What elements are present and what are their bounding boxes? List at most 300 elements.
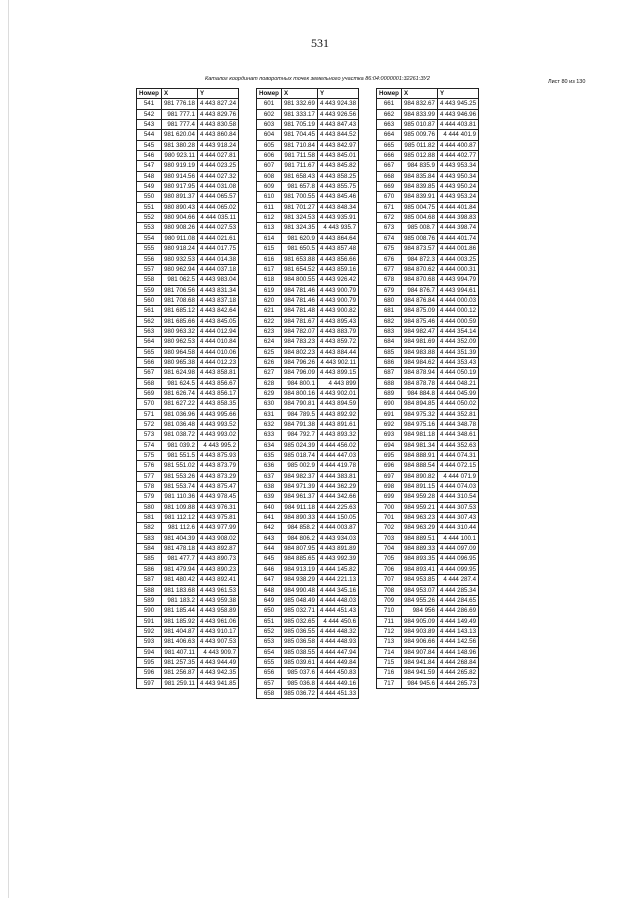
point-number-cell: 621 bbox=[257, 306, 282, 316]
x-coordinate-cell: 981 657.8 bbox=[281, 182, 317, 192]
y-coordinate-cell: 4 443 924.38 bbox=[317, 99, 358, 109]
y-coordinate-cell: 4 444 050.02 bbox=[437, 399, 478, 409]
y-coordinate-cell: 4 443 950.34 bbox=[437, 171, 478, 181]
x-coordinate-cell: 984 807.95 bbox=[281, 544, 317, 554]
y-coordinate-cell: 4 443 837.18 bbox=[197, 295, 238, 305]
table-row bbox=[377, 151, 479, 161]
table-row bbox=[377, 616, 479, 626]
x-coordinate-cell: 984 971.39 bbox=[281, 482, 317, 492]
point-number-cell: 631 bbox=[257, 409, 282, 419]
x-coordinate-cell: 984 890.82 bbox=[401, 471, 437, 481]
y-coordinate-cell: 4 444 017.75 bbox=[197, 244, 238, 254]
y-coordinate-cell: 4 443 864.64 bbox=[317, 233, 358, 243]
x-coordinate-cell: 984 878.78 bbox=[401, 378, 437, 388]
table-row bbox=[377, 451, 479, 461]
table-row bbox=[377, 182, 479, 192]
y-coordinate-cell: 4 443 893.32 bbox=[317, 430, 358, 440]
point-number-cell: 666 bbox=[377, 151, 402, 161]
table-row bbox=[257, 295, 359, 305]
x-coordinate-cell: 981 036.96 bbox=[161, 409, 197, 419]
y-coordinate-cell: 4 443 848.34 bbox=[317, 202, 358, 212]
table-row bbox=[137, 399, 239, 409]
x-coordinate-cell: 985 032.65 bbox=[281, 616, 317, 626]
y-coordinate-cell: 4 444 448.93 bbox=[317, 637, 358, 647]
table-row bbox=[257, 688, 359, 698]
x-coordinate-cell: 980 918.24 bbox=[161, 244, 197, 254]
point-number-cell: 637 bbox=[257, 471, 282, 481]
table-body bbox=[137, 99, 239, 689]
table-row bbox=[257, 492, 359, 502]
x-coordinate-cell: 981 324.35 bbox=[281, 223, 317, 233]
point-number-cell: 700 bbox=[377, 502, 402, 512]
table-row bbox=[137, 140, 239, 150]
table-row bbox=[377, 244, 479, 254]
point-number-cell: 642 bbox=[257, 523, 282, 533]
point-number-cell: 673 bbox=[377, 223, 402, 233]
point-number-cell: 575 bbox=[137, 451, 162, 461]
point-number-cell: 581 bbox=[137, 513, 162, 523]
x-coordinate-cell: 984 891.15 bbox=[401, 482, 437, 492]
y-coordinate-cell: 4 443 994.61 bbox=[437, 285, 478, 295]
y-coordinate-cell: 4 443 900.82 bbox=[317, 306, 358, 316]
y-coordinate-cell: 4 443 831.34 bbox=[197, 285, 238, 295]
y-coordinate-cell: 4 443 909.7 bbox=[197, 647, 238, 657]
point-number-cell: 688 bbox=[377, 378, 402, 388]
point-number-cell: 643 bbox=[257, 533, 282, 543]
x-coordinate-cell: 984 800.16 bbox=[281, 388, 317, 398]
x-coordinate-cell: 984 875.46 bbox=[401, 316, 437, 326]
x-coordinate-cell: 985 009.76 bbox=[401, 130, 437, 140]
x-coordinate-cell: 985 036.72 bbox=[281, 688, 317, 698]
point-number-cell: 625 bbox=[257, 347, 282, 357]
y-coordinate-cell: 4 444 348.61 bbox=[437, 430, 478, 440]
x-coordinate-cell: 985 008.7 bbox=[401, 223, 437, 233]
y-coordinate-cell: 4 444 000.59 bbox=[437, 316, 478, 326]
point-number-cell: 686 bbox=[377, 357, 402, 367]
point-number-cell: 596 bbox=[137, 668, 162, 678]
point-number-cell: 632 bbox=[257, 420, 282, 430]
point-number-cell: 648 bbox=[257, 585, 282, 595]
point-number-cell: 638 bbox=[257, 482, 282, 492]
table-row bbox=[377, 461, 479, 471]
table-row bbox=[137, 285, 239, 295]
y-coordinate-cell: 4 444 031.08 bbox=[197, 182, 238, 192]
table-row bbox=[137, 254, 239, 264]
table-row bbox=[377, 368, 479, 378]
table-row bbox=[377, 626, 479, 636]
x-coordinate-cell: 981 256.87 bbox=[161, 668, 197, 678]
x-coordinate-cell: 985 011.82 bbox=[401, 140, 437, 150]
y-coordinate-cell: 4 443 884.44 bbox=[317, 347, 358, 357]
point-number-cell: 651 bbox=[257, 616, 282, 626]
table-row bbox=[377, 533, 479, 543]
point-number-cell: 597 bbox=[137, 678, 162, 688]
y-coordinate-cell: 4 444 450.6 bbox=[317, 616, 358, 626]
point-number-cell: 545 bbox=[137, 140, 162, 150]
table-row bbox=[377, 316, 479, 326]
point-number-cell: 704 bbox=[377, 544, 402, 554]
table-row bbox=[377, 657, 479, 667]
table-row bbox=[257, 678, 359, 688]
table-row bbox=[377, 192, 479, 202]
table-row bbox=[257, 606, 359, 616]
y-coordinate-cell: 4 443 830.58 bbox=[197, 120, 238, 130]
x-coordinate-cell: 984 839.91 bbox=[401, 192, 437, 202]
x-coordinate-cell: 984 782.07 bbox=[281, 326, 317, 336]
y-coordinate-cell: 4 444 010.06 bbox=[197, 347, 238, 357]
table-row bbox=[257, 616, 359, 626]
point-number-cell: 591 bbox=[137, 616, 162, 626]
x-coordinate-cell: 984 839.85 bbox=[401, 182, 437, 192]
x-coordinate-cell: 984 796.09 bbox=[281, 368, 317, 378]
table-row bbox=[257, 647, 359, 657]
table-row bbox=[137, 523, 239, 533]
x-coordinate-cell: 980 962.53 bbox=[161, 337, 197, 347]
x-coordinate-cell: 981 701.27 bbox=[281, 202, 317, 212]
table-row bbox=[377, 544, 479, 554]
point-number-cell: 691 bbox=[377, 409, 402, 419]
table-row bbox=[377, 223, 479, 233]
table-row bbox=[377, 275, 479, 285]
table-row bbox=[377, 482, 479, 492]
y-coordinate-cell: 4 444 099.95 bbox=[437, 564, 478, 574]
y-coordinate-cell: 4 444 074.03 bbox=[437, 482, 478, 492]
table-row bbox=[137, 347, 239, 357]
table-row bbox=[257, 399, 359, 409]
table-row bbox=[137, 109, 239, 119]
x-coordinate-cell: 984 945.6 bbox=[401, 678, 437, 688]
point-number-cell: 569 bbox=[137, 388, 162, 398]
table-row bbox=[137, 502, 239, 512]
point-number-cell: 650 bbox=[257, 606, 282, 616]
point-number-cell: 629 bbox=[257, 388, 282, 398]
table-row bbox=[257, 347, 359, 357]
point-number-cell: 711 bbox=[377, 616, 402, 626]
table-row bbox=[137, 120, 239, 130]
x-coordinate-cell: 985 048.49 bbox=[281, 595, 317, 605]
y-coordinate-cell: 4 443 883.79 bbox=[317, 326, 358, 336]
point-number-cell: 619 bbox=[257, 285, 282, 295]
table-row bbox=[137, 182, 239, 192]
x-coordinate-cell: 981 620.04 bbox=[161, 130, 197, 140]
table-row bbox=[137, 513, 239, 523]
y-coordinate-cell: 4 444 449.84 bbox=[317, 657, 358, 667]
y-coordinate-cell: 4 443 873.29 bbox=[197, 471, 238, 481]
table-row bbox=[137, 357, 239, 367]
table-row bbox=[257, 244, 359, 254]
table-row bbox=[257, 151, 359, 161]
x-coordinate-cell: 980 914.56 bbox=[161, 171, 197, 181]
table-row bbox=[257, 223, 359, 233]
table-row bbox=[377, 337, 479, 347]
x-coordinate-cell: 981 036.48 bbox=[161, 420, 197, 430]
table-row bbox=[257, 171, 359, 181]
point-number-cell: 573 bbox=[137, 430, 162, 440]
catalog-caption: Каталог координат поворотных точек земельного участка 86:04:0000001:32261:ЗУ2 bbox=[205, 76, 430, 82]
point-number-cell: 692 bbox=[377, 420, 402, 430]
table-row bbox=[377, 171, 479, 181]
header-x: X bbox=[281, 89, 317, 99]
point-number-cell: 555 bbox=[137, 244, 162, 254]
table-row bbox=[137, 368, 239, 378]
table-row bbox=[137, 678, 239, 688]
x-coordinate-cell: 984 982.37 bbox=[281, 471, 317, 481]
table-row bbox=[137, 616, 239, 626]
y-coordinate-cell: 4 444 035.11 bbox=[197, 213, 238, 223]
table-row bbox=[377, 430, 479, 440]
y-coordinate-cell: 4 443 859.16 bbox=[317, 264, 358, 274]
y-coordinate-cell: 4 444 023.25 bbox=[197, 161, 238, 171]
point-number-cell: 579 bbox=[137, 492, 162, 502]
table-row bbox=[257, 461, 359, 471]
y-coordinate-cell: 4 444 285.34 bbox=[437, 585, 478, 595]
y-coordinate-cell: 4 443 890.73 bbox=[197, 554, 238, 564]
y-coordinate-cell: 4 443 944.49 bbox=[197, 657, 238, 667]
table-row bbox=[137, 430, 239, 440]
table-row bbox=[377, 161, 479, 171]
y-coordinate-cell: 4 443 842.97 bbox=[317, 140, 358, 150]
y-coordinate-cell: 4 444 003.25 bbox=[437, 254, 478, 264]
y-coordinate-cell: 4 443 953.24 bbox=[437, 192, 478, 202]
point-number-cell: 655 bbox=[257, 657, 282, 667]
x-coordinate-cell: 984 802.23 bbox=[281, 347, 317, 357]
y-coordinate-cell: 4 443 961.53 bbox=[197, 585, 238, 595]
table-row bbox=[137, 585, 239, 595]
y-coordinate-cell: 4 443 894.59 bbox=[317, 399, 358, 409]
point-number-cell: 566 bbox=[137, 357, 162, 367]
point-number-cell: 546 bbox=[137, 151, 162, 161]
point-number-cell: 713 bbox=[377, 637, 402, 647]
y-coordinate-cell: 4 444 447.03 bbox=[317, 451, 358, 461]
x-coordinate-cell: 984 835.84 bbox=[401, 171, 437, 181]
x-coordinate-cell: 981 480.42 bbox=[161, 575, 197, 585]
x-coordinate-cell: 980 919.19 bbox=[161, 161, 197, 171]
table-row bbox=[257, 357, 359, 367]
point-number-cell: 595 bbox=[137, 657, 162, 667]
point-number-cell: 647 bbox=[257, 575, 282, 585]
table-row bbox=[257, 213, 359, 223]
x-coordinate-cell: 985 004.68 bbox=[401, 213, 437, 223]
x-coordinate-cell: 981 112.6 bbox=[161, 523, 197, 533]
table-row bbox=[257, 120, 359, 130]
x-coordinate-cell: 981 620.9 bbox=[281, 233, 317, 243]
point-number-cell: 624 bbox=[257, 337, 282, 347]
y-coordinate-cell: 4 443 978.45 bbox=[197, 492, 238, 502]
point-number-cell: 556 bbox=[137, 254, 162, 264]
y-coordinate-cell: 4 443 961.06 bbox=[197, 616, 238, 626]
x-coordinate-cell: 984 789.5 bbox=[281, 409, 317, 419]
table-row bbox=[137, 171, 239, 181]
table-row bbox=[137, 451, 239, 461]
x-coordinate-cell: 981 705.19 bbox=[281, 120, 317, 130]
y-coordinate-cell: 4 444 352.63 bbox=[437, 440, 478, 450]
x-coordinate-cell: 984 781.67 bbox=[281, 316, 317, 326]
y-coordinate-cell: 4 443 845.82 bbox=[317, 161, 358, 171]
y-coordinate-cell: 4 444 448.03 bbox=[317, 595, 358, 605]
x-coordinate-cell: 984 963.23 bbox=[401, 513, 437, 523]
table-row bbox=[257, 264, 359, 274]
point-number-cell: 560 bbox=[137, 295, 162, 305]
y-coordinate-cell: 4 443 875.47 bbox=[197, 482, 238, 492]
point-number-cell: 699 bbox=[377, 492, 402, 502]
x-coordinate-cell: 984 876.7 bbox=[401, 285, 437, 295]
table-row bbox=[377, 513, 479, 523]
y-coordinate-cell: 4 443 942.35 bbox=[197, 668, 238, 678]
x-coordinate-cell: 984 872.3 bbox=[401, 254, 437, 264]
y-coordinate-cell: 4 444 383.81 bbox=[317, 471, 358, 481]
point-number-cell: 557 bbox=[137, 264, 162, 274]
x-coordinate-cell: 981 706.56 bbox=[161, 285, 197, 295]
x-coordinate-cell: 984 907.84 bbox=[401, 647, 437, 657]
point-number-cell: 677 bbox=[377, 264, 402, 274]
y-coordinate-cell: 4 443 875.93 bbox=[197, 451, 238, 461]
point-number-cell: 609 bbox=[257, 182, 282, 192]
x-coordinate-cell: 984 833.99 bbox=[401, 109, 437, 119]
x-coordinate-cell: 984 858.2 bbox=[281, 523, 317, 533]
x-coordinate-cell: 981 553.74 bbox=[161, 482, 197, 492]
table-row bbox=[257, 430, 359, 440]
point-number-cell: 641 bbox=[257, 513, 282, 523]
point-number-cell: 656 bbox=[257, 668, 282, 678]
table-row bbox=[257, 523, 359, 533]
point-number-cell: 603 bbox=[257, 120, 282, 130]
table-row bbox=[257, 657, 359, 667]
y-coordinate-cell: 4 444 072.15 bbox=[437, 461, 478, 471]
x-coordinate-cell: 984 941.59 bbox=[401, 668, 437, 678]
table-row bbox=[137, 264, 239, 274]
table-row bbox=[137, 130, 239, 140]
x-coordinate-cell: 984 806.2 bbox=[281, 533, 317, 543]
point-number-cell: 654 bbox=[257, 647, 282, 657]
x-coordinate-cell: 985 018.74 bbox=[281, 451, 317, 461]
y-coordinate-cell: 4 444 351.39 bbox=[437, 347, 478, 357]
x-coordinate-cell: 984 781.46 bbox=[281, 285, 317, 295]
point-number-cell: 558 bbox=[137, 275, 162, 285]
table-row bbox=[257, 285, 359, 295]
x-coordinate-cell: 981 380.28 bbox=[161, 140, 197, 150]
table-row bbox=[377, 492, 479, 502]
x-coordinate-cell: 985 036.58 bbox=[281, 637, 317, 647]
x-coordinate-cell: 984 981.18 bbox=[401, 430, 437, 440]
x-coordinate-cell: 984 905.09 bbox=[401, 616, 437, 626]
table-row bbox=[137, 388, 239, 398]
point-number-cell: 542 bbox=[137, 109, 162, 119]
table-row bbox=[257, 544, 359, 554]
y-coordinate-cell: 4 444 037.18 bbox=[197, 264, 238, 274]
table-row bbox=[257, 420, 359, 430]
x-coordinate-cell: 984 870.68 bbox=[401, 275, 437, 285]
y-coordinate-cell: 4 444 048.21 bbox=[437, 378, 478, 388]
table-row bbox=[257, 637, 359, 647]
y-coordinate-cell: 4 444 451.33 bbox=[317, 688, 358, 698]
table-row bbox=[257, 109, 359, 119]
y-coordinate-cell: 4 444 012.23 bbox=[197, 357, 238, 367]
point-number-cell: 605 bbox=[257, 140, 282, 150]
table-row bbox=[137, 637, 239, 647]
x-coordinate-cell: 984 941.84 bbox=[401, 657, 437, 667]
table-row bbox=[377, 420, 479, 430]
point-number-cell: 630 bbox=[257, 399, 282, 409]
table-row bbox=[257, 502, 359, 512]
x-coordinate-cell: 984 875.09 bbox=[401, 306, 437, 316]
y-coordinate-cell: 4 443 992.39 bbox=[317, 554, 358, 564]
table-row bbox=[257, 254, 359, 264]
point-number-cell: 685 bbox=[377, 347, 402, 357]
y-coordinate-cell: 4 443 975.81 bbox=[197, 513, 238, 523]
x-coordinate-cell: 984 873.57 bbox=[401, 244, 437, 254]
header-number: Номер bbox=[257, 89, 282, 99]
x-coordinate-cell: 984 894.85 bbox=[401, 399, 437, 409]
point-number-cell: 672 bbox=[377, 213, 402, 223]
x-coordinate-cell: 981 551.5 bbox=[161, 451, 197, 461]
table-row bbox=[377, 140, 479, 150]
x-coordinate-cell: 984 790.81 bbox=[281, 399, 317, 409]
x-coordinate-cell: 980 963.32 bbox=[161, 326, 197, 336]
table-row bbox=[137, 244, 239, 254]
table-row bbox=[377, 285, 479, 295]
point-number-cell: 543 bbox=[137, 120, 162, 130]
x-coordinate-cell: 981 627.22 bbox=[161, 399, 197, 409]
x-coordinate-cell: 984 796.26 bbox=[281, 357, 317, 367]
table-row bbox=[257, 337, 359, 347]
y-coordinate-cell: 4 443 892.92 bbox=[317, 409, 358, 419]
page-number: 531 bbox=[311, 36, 329, 50]
table-row bbox=[377, 502, 479, 512]
table-row bbox=[137, 378, 239, 388]
point-number-cell: 623 bbox=[257, 326, 282, 336]
y-coordinate-cell: 4 443 858.25 bbox=[317, 171, 358, 181]
y-coordinate-cell: 4 444 148.96 bbox=[437, 647, 478, 657]
y-coordinate-cell: 4 444 352.81 bbox=[437, 409, 478, 419]
y-coordinate-cell: 4 444 012.94 bbox=[197, 326, 238, 336]
table-row bbox=[257, 306, 359, 316]
y-coordinate-cell: 4 443 858.35 bbox=[197, 399, 238, 409]
x-coordinate-cell: 981 553.26 bbox=[161, 471, 197, 481]
table-row bbox=[377, 440, 479, 450]
x-coordinate-cell: 981 185.44 bbox=[161, 606, 197, 616]
point-number-cell: 587 bbox=[137, 575, 162, 585]
point-number-cell: 635 bbox=[257, 451, 282, 461]
point-number-cell: 576 bbox=[137, 461, 162, 471]
table-row bbox=[137, 482, 239, 492]
table-row bbox=[137, 316, 239, 326]
y-coordinate-cell: 4 443 953.34 bbox=[437, 161, 478, 171]
point-number-cell: 693 bbox=[377, 430, 402, 440]
y-coordinate-cell: 4 443 945.25 bbox=[437, 99, 478, 109]
point-number-cell: 607 bbox=[257, 161, 282, 171]
table-row bbox=[257, 554, 359, 564]
x-coordinate-cell: 981 711.58 bbox=[281, 151, 317, 161]
point-number-cell: 667 bbox=[377, 161, 402, 171]
point-number-cell: 613 bbox=[257, 223, 282, 233]
point-number-cell: 594 bbox=[137, 647, 162, 657]
y-coordinate-cell: 4 443 902.11 bbox=[317, 357, 358, 367]
y-coordinate-cell: 4 444 027.32 bbox=[197, 171, 238, 181]
point-number-cell: 550 bbox=[137, 192, 162, 202]
point-number-cell: 690 bbox=[377, 399, 402, 409]
y-coordinate-cell: 4 443 976.31 bbox=[197, 502, 238, 512]
x-coordinate-cell: 984 953.07 bbox=[401, 585, 437, 595]
x-coordinate-cell: 984 906.66 bbox=[401, 637, 437, 647]
table-row bbox=[257, 440, 359, 450]
y-coordinate-cell: 4 443 941.85 bbox=[197, 678, 238, 688]
y-coordinate-cell: 4 444 284.65 bbox=[437, 595, 478, 605]
x-coordinate-cell: 984 890.33 bbox=[281, 513, 317, 523]
x-coordinate-cell: 981 654.52 bbox=[281, 264, 317, 274]
table-row bbox=[257, 575, 359, 585]
table-row bbox=[257, 564, 359, 574]
table-body bbox=[257, 99, 359, 699]
